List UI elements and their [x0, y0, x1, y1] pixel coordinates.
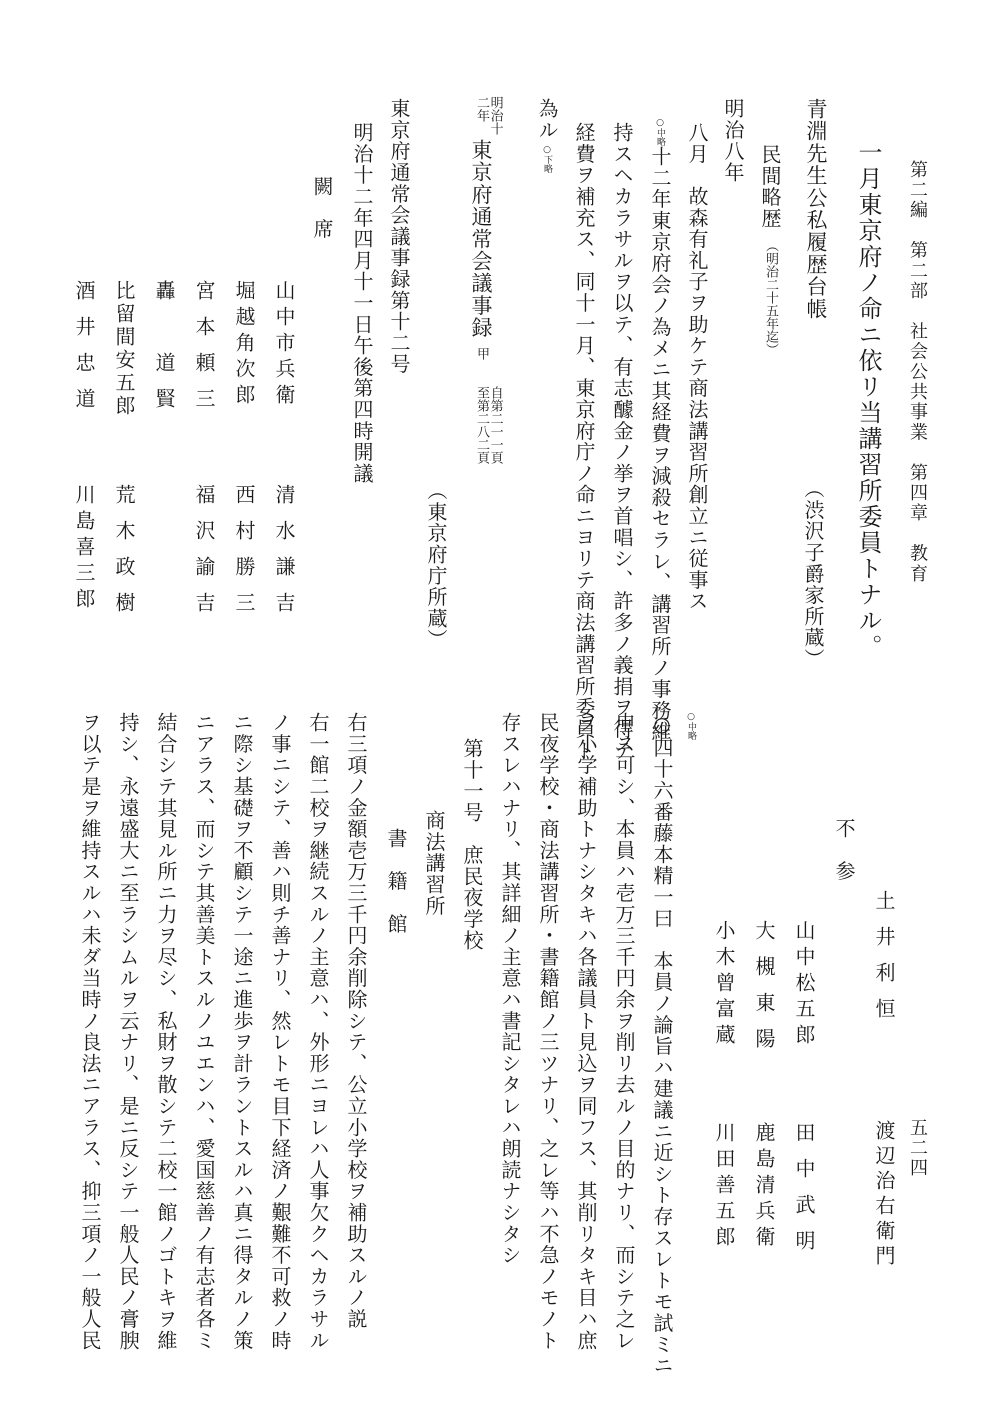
body-line: ノ事ニシテ、善ハ則チ善ナリ、然レトモ目下経済ノ艱難不可救ノ時 [268, 712, 292, 1351]
item-heading: 第十一号 庶民夜学校 [460, 738, 484, 951]
member-name: 小木曾富蔵 [712, 920, 736, 1050]
member-name: 山中市兵衛 [272, 280, 296, 410]
volume-mark: 甲 [474, 346, 489, 360]
era-warichu: 明治十 二年 [474, 96, 503, 135]
entry-line: ○中略十二年東京府会ノ為メニ其経費ヲ減殺セラレ、講習所ノ事務維 [648, 118, 672, 743]
page-number: 五二四 [907, 1118, 928, 1179]
body-line: 右一館二校ヲ継続スルノ主意ハ、外形ニヨレハ人事欠クヘカラサル [306, 712, 330, 1351]
member-name: 比留間安五郎 [112, 280, 136, 418]
record-date: 明治十二年四月十一日午後第四時開議 [350, 122, 374, 485]
speech-line: 存スレハナリ、其詳細ノ主意ハ書記シタレハ朗読ナシタシ [498, 712, 522, 1266]
member-name: 渡辺治右衛門 [872, 1120, 896, 1270]
item-name: 商法講習所 [422, 810, 446, 917]
page-range: 自第二一一頁 至第二八二頁 [474, 385, 503, 464]
body-line: 結合シテ其見ル所ニ力ヲ尽シ、私財ヲ散シテ二校一館ノゴトキヲ維 [154, 712, 178, 1351]
entry-line: 経費ヲ補充ス、同十一月、東京府庁ノ命ニヨリテ商法講習所委員ト [572, 122, 596, 761]
absent-label: 闕 席 [310, 176, 334, 240]
entry-line: 八月 故森有礼子ヲ助ケテ商法講習所創立ニ従事ス [685, 122, 709, 612]
member-name: 福沢諭吉 [192, 484, 216, 628]
speech-line: 民夜学校・商法講習所・書籍館ノ三ツナリ、之レ等ハ不急ノモノト [536, 712, 560, 1351]
member-name: 川田善五郎 [712, 1122, 736, 1252]
entry-line: 為ル○下略 [535, 98, 559, 173]
entry-line: 持スヘカラサルヲ以テ、有志醵金ノ挙ヲ首唱シ、許多ノ義捐ヲ得テ [610, 122, 634, 761]
body-line: ニアラス、而シテ其善美トスルノユエンハ、愛国慈善ノ有志者各ミ [192, 712, 216, 1351]
member-name: 田中武明 [792, 1122, 816, 1266]
omission-mark: ○中略 [686, 712, 696, 740]
member-name: 大槻東陽 [752, 920, 776, 1064]
source-provenance: （渋沢子爵家所蔵） [801, 478, 825, 670]
speech-line: 申ス可シ、本員ハ壱万三千円余ヲ削リ去ルノ目的ナリ、而シテ之レ [612, 712, 636, 1351]
nonattend-label: 不 参 [832, 818, 856, 882]
omission-mark: ○中略 [655, 118, 665, 146]
member-name: 清水謙吉 [272, 484, 296, 628]
item-name: 書 籍 館 [384, 828, 408, 935]
running-head: 第二編 第二部 社会公共事業 第四章 教育 [907, 160, 928, 585]
member-name: 土井利恒 [872, 890, 896, 1034]
body-line: 右三項ノ金額壱万三千円余削除シテ、公立小学校ヲ補助スルノ説 [344, 712, 368, 1330]
member-name: 轟 道賢 [152, 280, 176, 424]
speech-line: ヲ小学補助トナシタキハ各議員ト見込ヲ同フス、其削リタキ目ハ庶 [574, 712, 598, 1351]
source-subtitle: 民間略歴（明治二十五年迄） [758, 144, 782, 357]
body-line: ヲ以テ是ヲ維持スルハ未ダ当時ノ良法ニアラス、抑三項ノ一般人民 [78, 712, 102, 1351]
member-name: 堀越角次郎 [232, 280, 256, 410]
omission-mark: ○下略 [542, 144, 552, 173]
member-name: 宮本頼三 [192, 280, 216, 424]
body-line: 持シ、永遠盛大ニ至ラシムルヲ云ナリ、是ニ反シテ一般人民ノ膏腴 [116, 712, 140, 1351]
source2-provenance: （東京府庁所蔵） [424, 480, 448, 651]
member-name: 山中松五郎 [792, 920, 816, 1050]
member-name: 鹿島清兵衛 [752, 1122, 776, 1252]
member-name: 酒井忠道 [72, 280, 96, 424]
member-name: 西村勝三 [232, 484, 256, 628]
speech-line: ○四十六番藤本精一曰 本員ノ論旨ハ建議ニ近シト存スレトモ試ミニ [650, 712, 674, 1377]
member-name: 荒木政樹 [112, 484, 136, 628]
entry-year: 明治八年 [721, 98, 745, 184]
source-subtitle-note: （明治二十五年迄） [763, 239, 778, 357]
body-line: ニ際シ基礎ヲ不顧シテ一途ニ進歩ヲ計ラントスルハ真ニ得タルノ策 [230, 712, 254, 1351]
source2-title: 明治十 二年 東京府通常会議事録甲 自第二一一頁 至第二八二頁 [469, 96, 503, 464]
source-title: 青淵先生公私履歴台帳 [804, 98, 828, 320]
section-heading: 一月東京府ノ命ニ依リ当講習所委員トナル。 [854, 140, 882, 660]
member-name: 川島喜三郎 [72, 484, 96, 614]
record-title: 東京府通常会議事録第十二号 [387, 98, 411, 375]
